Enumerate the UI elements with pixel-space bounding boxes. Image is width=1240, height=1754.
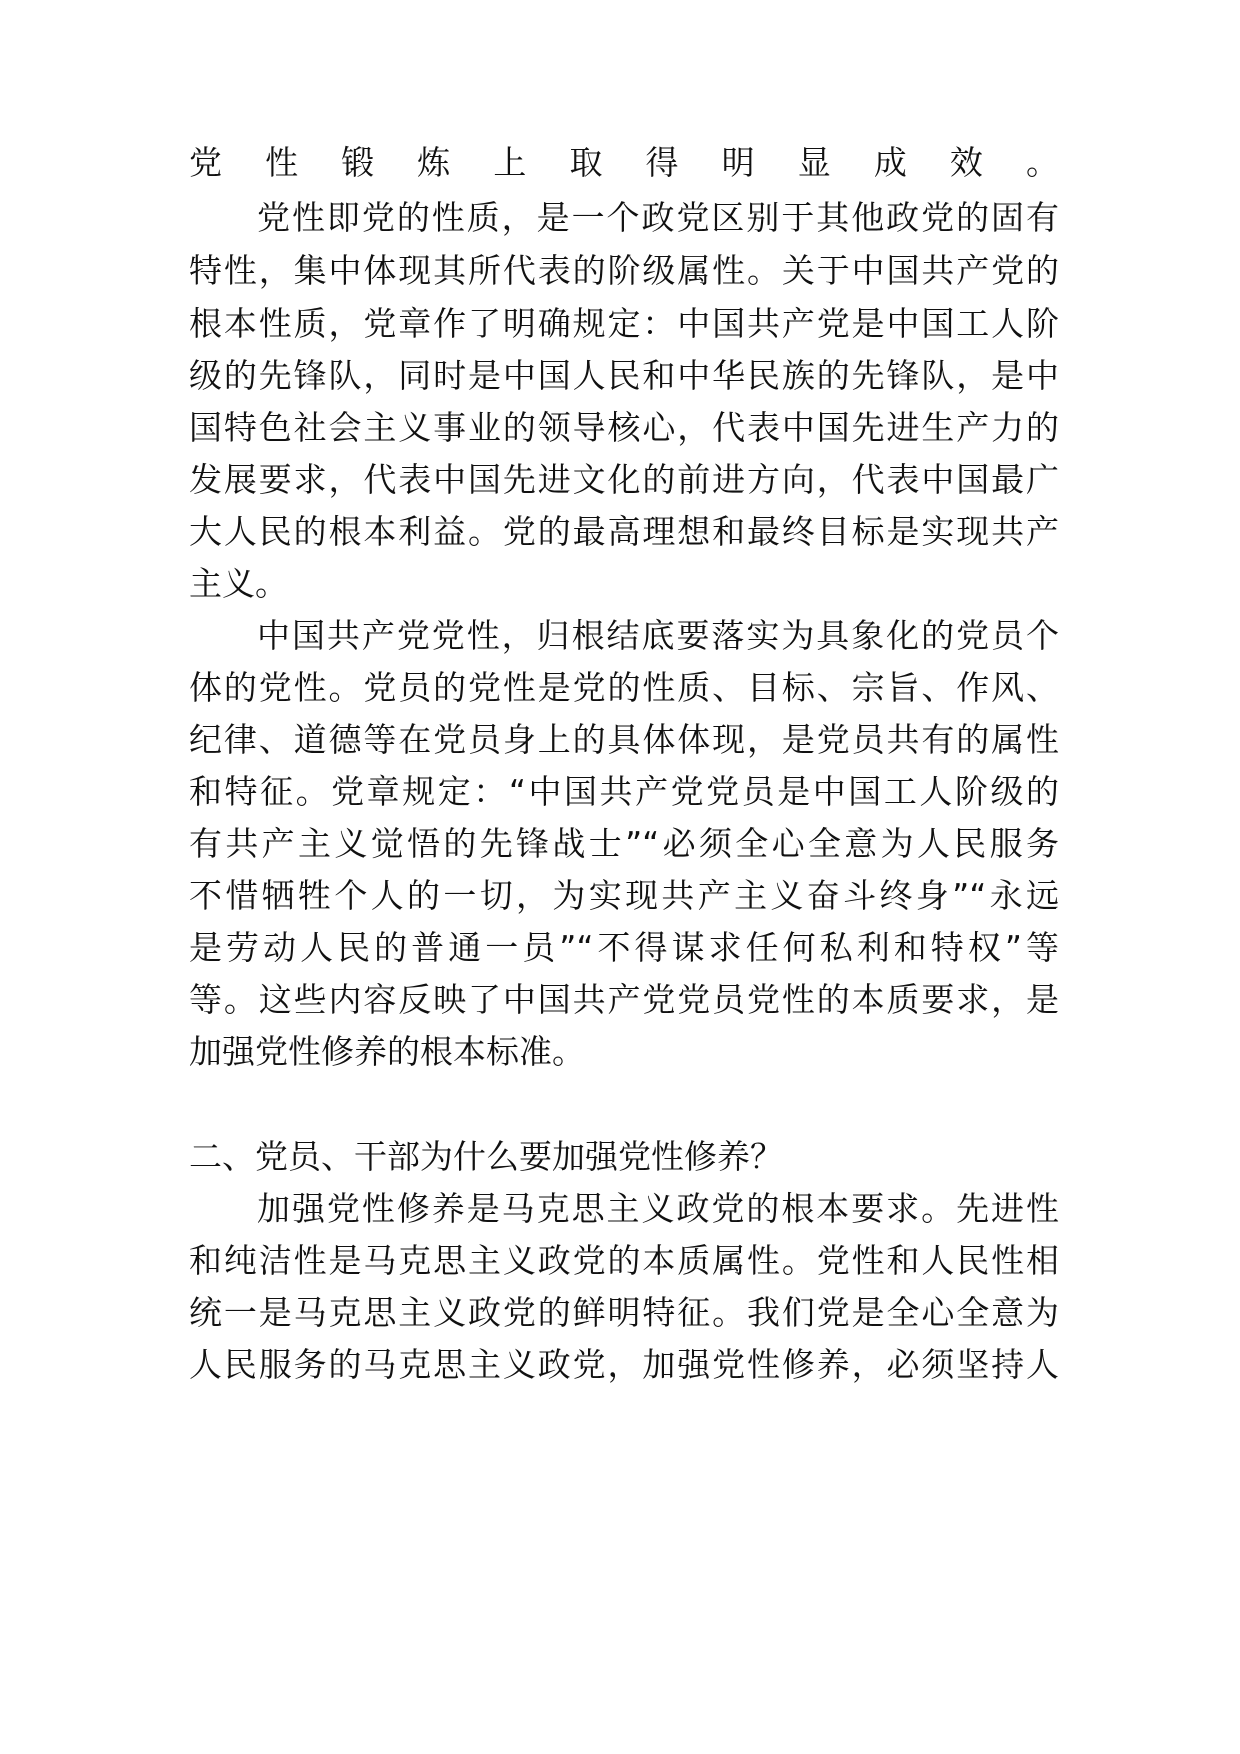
paragraph-line: 大人民的根本利益。党的最高理想和最终目标是实现共产 bbox=[189, 512, 1059, 551]
paragraph-line: 加强党性修养是马克思主义政党的根本要求。先进性 bbox=[257, 1189, 1059, 1228]
paragraph-line: 和特征。党章规定：“中国共产党党员是中国工人阶级的 bbox=[189, 772, 1059, 811]
paragraph-line: 特性，集中体现其所代表的阶级属性。关于中国共产党的 bbox=[189, 251, 1059, 290]
paragraph-line: 级的先锋队，同时是中国人民和中华民族的先锋队，是中 bbox=[189, 356, 1059, 395]
paragraph-line: 国特色社会主义事业的领导核心，代表中国先进生产力的 bbox=[189, 408, 1059, 447]
section-heading: 二、党员、干部为什么要加强党性修养？ bbox=[189, 1137, 783, 1176]
paragraph-line: 发展要求，代表中国先进文化的前进方向，代表中国最广 bbox=[189, 460, 1059, 499]
paragraph-line: 根本性质，党章作了明确规定：中国共产党是中国工人阶 bbox=[189, 304, 1059, 343]
paragraph-line: 是劳动人民的普通一员”“不得谋求任何私利和特权”等 bbox=[189, 928, 1059, 967]
paragraph-line: 和纯洁性是马克思主义政党的本质属性。党性和人民性相 bbox=[189, 1241, 1059, 1280]
paragraph-line: 加强党性修养的根本标准。 bbox=[189, 1032, 585, 1071]
paragraph-line: 不惜牺牲个人的一切，为实现共产主义奋斗终身”“永远 bbox=[189, 876, 1059, 915]
paragraph-line: 有共产主义觉悟的先锋战士”“必须全心全意为人民服务 bbox=[189, 824, 1059, 863]
paragraph-line: 统一是马克思主义政党的鲜明特征。我们党是全心全意为 bbox=[189, 1293, 1059, 1332]
paragraph-line: 等。这些内容反映了中国共产党党员党性的本质要求，是 bbox=[189, 980, 1059, 1019]
paragraph-line: 党性即党的性质，是一个政党区别于其他政党的固有 bbox=[257, 198, 1059, 237]
paragraph-line: 体的党性。党员的党性是党的性质、目标、宗旨、作风、 bbox=[189, 668, 1059, 707]
paragraph-line: 主义。 bbox=[189, 564, 288, 603]
paragraph-line: 中国共产党党性，归根结底要落实为具象化的党员个 bbox=[257, 616, 1059, 655]
paragraph-line: 人民服务的马克思主义政党，加强党性修养，必须坚持人 bbox=[189, 1345, 1059, 1384]
paragraph-line: 党性锻炼上取得明显成效。 bbox=[189, 143, 1059, 182]
paragraph-line: 纪律、道德等在党员身上的具体体现，是党员共有的属性 bbox=[189, 720, 1059, 759]
